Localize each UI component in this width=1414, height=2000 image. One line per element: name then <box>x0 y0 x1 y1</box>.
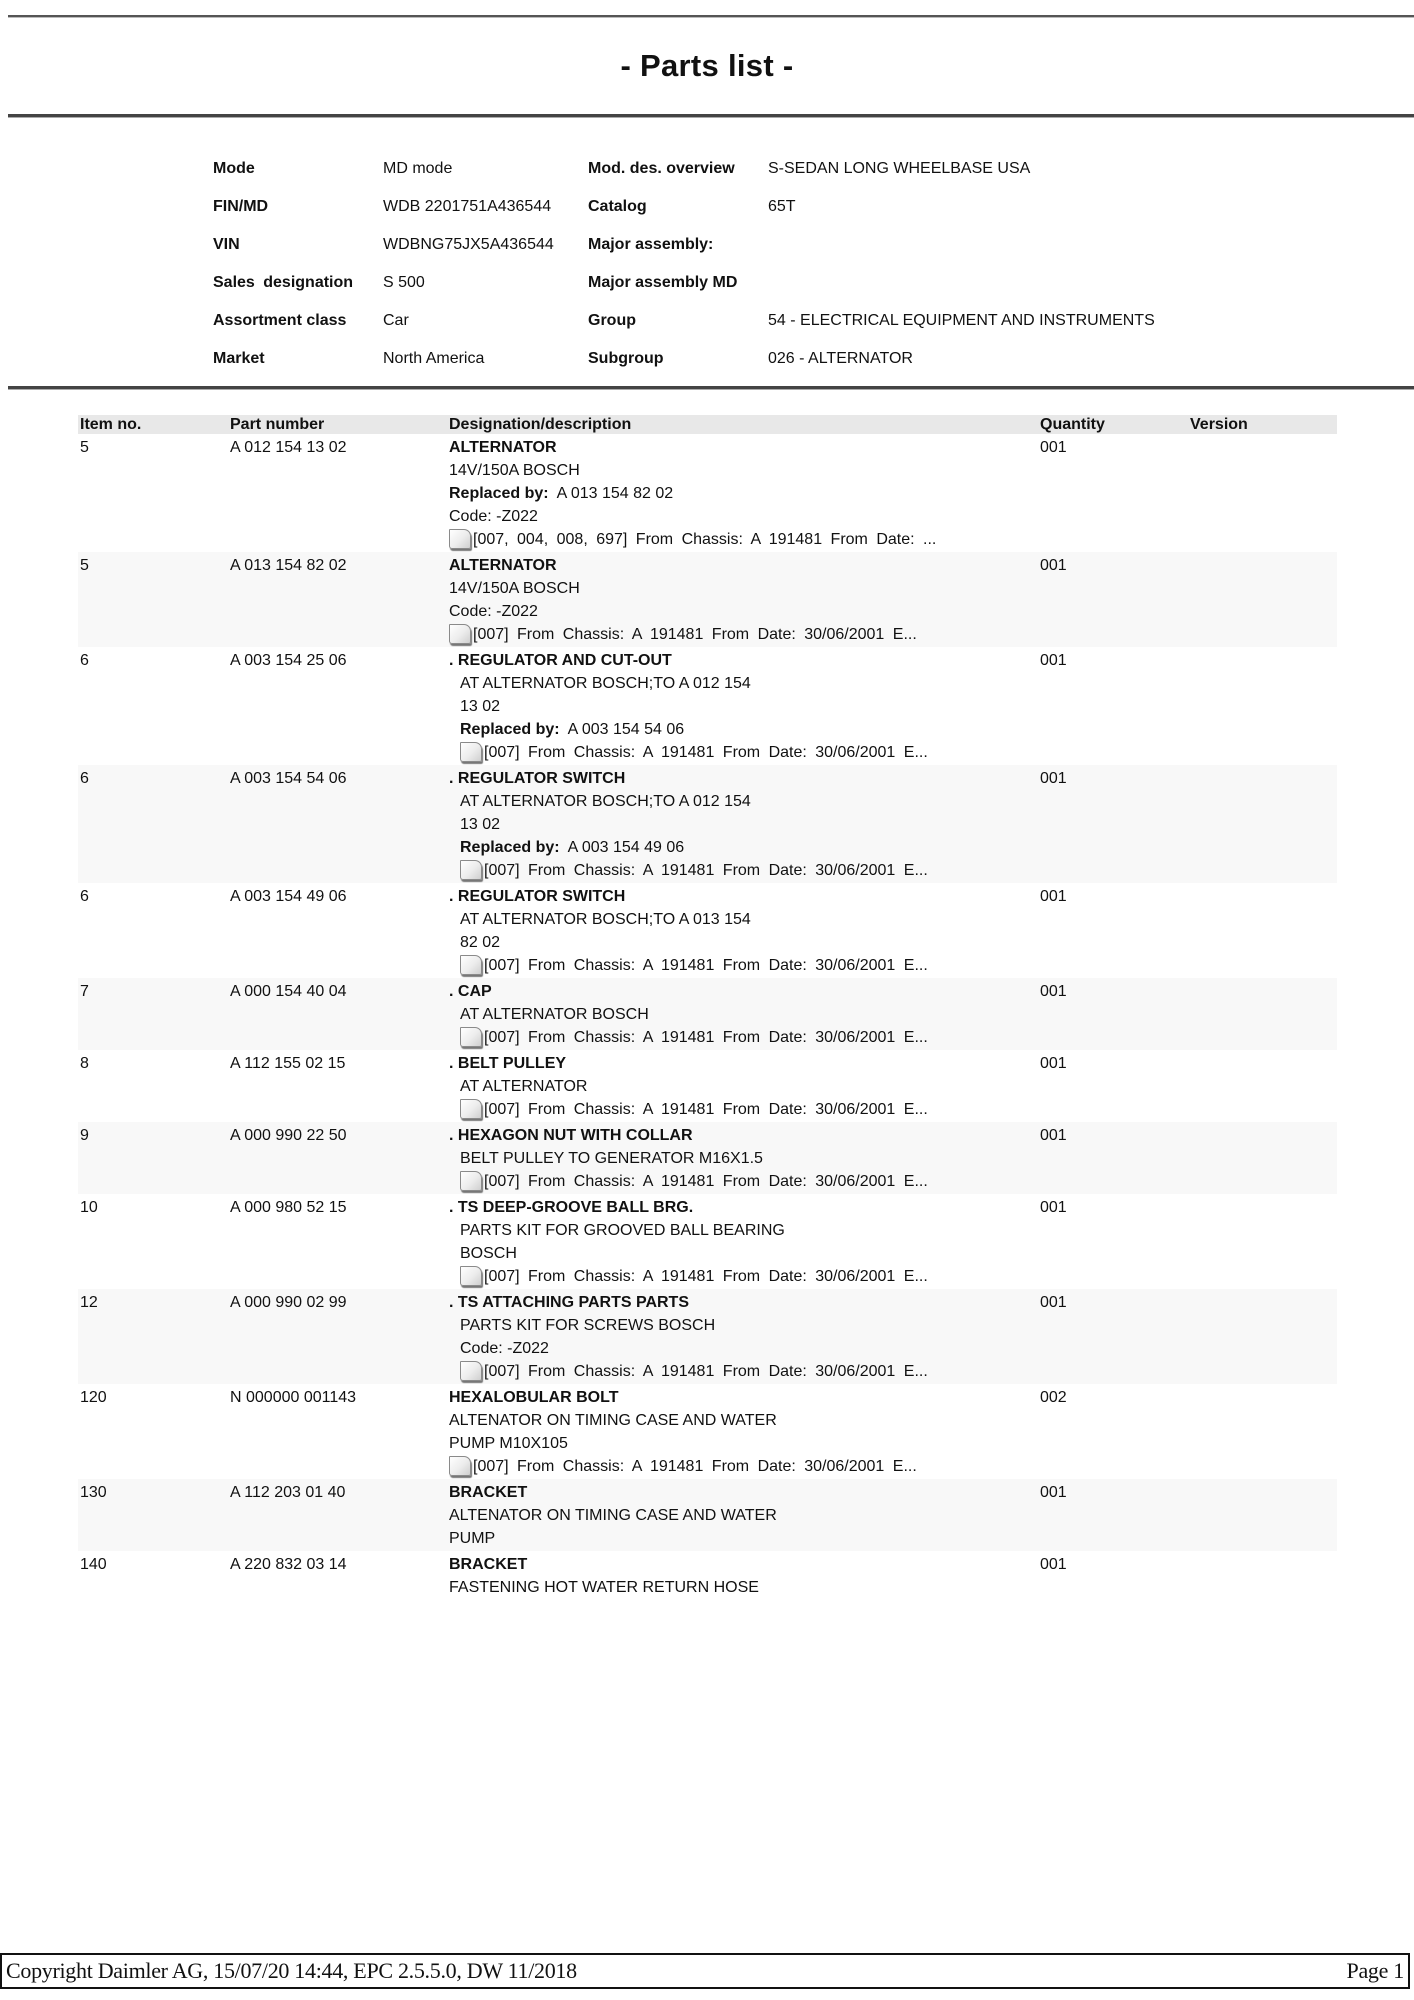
meta-row-sales <box>213 264 1248 302</box>
designation-name: BRACKET <box>449 1484 528 1501</box>
description-line: 14V/150A BOSCH <box>449 462 580 479</box>
mode-value: MD mode <box>383 160 453 177</box>
item-number: 130 <box>80 1484 107 1501</box>
table-row <box>78 1384 1337 1479</box>
description-line: PUMP <box>449 1530 496 1547</box>
description-line: BOSCH <box>460 1245 517 1262</box>
header-item-no: Item no. <box>80 415 142 433</box>
replaced-by-label: Replaced by: <box>460 721 560 738</box>
description-line: AT ALTERNATOR BOSCH <box>460 1006 649 1023</box>
quantity: 001 <box>1040 557 1067 574</box>
description-line: PARTS KIT FOR SCREWS BOSCH <box>460 1317 716 1334</box>
vin-value: WDBNG75JX5A436544 <box>383 236 554 253</box>
part-number[interactable]: A 112 155 02 15 <box>230 1055 346 1072</box>
footnote-line <box>449 623 1040 646</box>
designation-cell <box>449 1481 1040 1550</box>
copyright-text: Copyright Daimler AG, 15/07/20 14:44, EPC 2.5.5.0, DW 11/2018 <box>6 1958 577 1983</box>
footnote-line <box>449 528 1040 551</box>
replaced-by-line <box>449 836 1040 859</box>
document-icon[interactable] <box>449 624 471 644</box>
description-line: 82 02 <box>460 934 501 951</box>
designation-name: . REGULATOR AND CUT-OUT <box>449 652 672 669</box>
part-number[interactable]: A 012 154 13 02 <box>230 439 347 456</box>
designation-name: . HEXAGON NUT WITH COLLAR <box>449 1127 693 1144</box>
meta-row-market <box>213 340 1248 378</box>
item-number: 12 <box>80 1294 98 1311</box>
info-rule <box>8 386 1414 390</box>
table-row <box>78 1122 1337 1194</box>
code-line: Code: -Z022 <box>449 603 538 620</box>
description-line: PARTS KIT FOR GROOVED BALL BEARING <box>460 1222 785 1239</box>
footnote-line <box>449 954 1040 977</box>
footnote-text: [007] From Chassis: A 191481 From Date: 30/06/2001 E... <box>484 862 928 879</box>
footnote-text: [007, 004, 008, 697] From Chassis: A 191481 From Date: ... <box>473 531 937 548</box>
document-icon[interactable] <box>460 860 482 880</box>
part-number[interactable]: A 000 990 02 99 <box>230 1294 347 1311</box>
table-body <box>78 434 1337 1600</box>
quantity: 001 <box>1040 888 1067 905</box>
designation-name: . REGULATOR SWITCH <box>449 770 626 787</box>
footnote-text: [007] From Chassis: A 191481 From Date: 30/06/2001 E... <box>484 1363 928 1380</box>
description-line: 13 02 <box>460 816 501 833</box>
document-icon[interactable] <box>449 529 471 549</box>
footnote-text: [007] From Chassis: A 191481 From Date: 30/06/2001 E... <box>484 1268 928 1285</box>
designation-cell <box>449 1124 1040 1193</box>
title-rule <box>8 114 1414 118</box>
footnote-text: [007] From Chassis: A 191481 From Date: 30/06/2001 E... <box>484 744 928 761</box>
fin-md-value: WDB 2201751A436544 <box>383 198 552 215</box>
designation-cell <box>449 980 1040 1049</box>
table-row <box>78 434 1337 552</box>
part-number[interactable]: A 220 832 03 14 <box>230 1556 347 1573</box>
document-icon[interactable] <box>460 1099 482 1119</box>
designation-cell <box>449 767 1040 882</box>
description-line: AT ALTERNATOR BOSCH;TO A 013 154 <box>460 911 751 928</box>
quantity: 001 <box>1040 1294 1067 1311</box>
designation-name: . TS DEEP-GROOVE BALL BRG. <box>449 1199 694 1216</box>
catalog-value: 65T <box>768 198 796 215</box>
document-icon[interactable] <box>449 1456 471 1476</box>
designation-cell <box>449 1196 1040 1288</box>
vehicle-info <box>213 150 1248 378</box>
meta-row-fin <box>213 188 1248 226</box>
designation-name: BRACKET <box>449 1556 528 1573</box>
description-line: AT ALTERNATOR BOSCH;TO A 012 154 <box>460 675 751 692</box>
table-row <box>78 1551 1337 1600</box>
footnote-line <box>449 1265 1040 1288</box>
quantity: 001 <box>1040 770 1067 787</box>
designation-cell <box>449 1052 1040 1121</box>
description-line: 14V/150A BOSCH <box>449 580 580 597</box>
part-number[interactable]: A 013 154 82 02 <box>230 557 347 574</box>
subgroup-value: 026 - ALTERNATOR <box>768 350 913 367</box>
vin-label: VIN <box>213 236 240 253</box>
major-assembly-md-label: Major assembly MD <box>588 274 738 291</box>
part-number[interactable]: A 112 203 01 40 <box>230 1484 346 1501</box>
footnote-text: [007] From Chassis: A 191481 From Date: 30/06/2001 E... <box>484 1173 928 1190</box>
replaced-by-label: Replaced by: <box>449 485 549 502</box>
footnote-line <box>449 1170 1040 1193</box>
quantity: 001 <box>1040 1127 1067 1144</box>
item-number: 8 <box>80 1055 89 1072</box>
footnote-text: [007] From Chassis: A 191481 From Date: 30/06/2001 E... <box>484 957 928 974</box>
item-number: 6 <box>80 770 89 787</box>
table-row <box>78 883 1337 978</box>
table-row <box>78 1479 1337 1551</box>
catalog-label: Catalog <box>588 198 647 215</box>
designation-name: HEXALOBULAR BOLT <box>449 1389 619 1406</box>
designation-name: ALTERNATOR <box>449 439 557 456</box>
item-number: 7 <box>80 983 89 1000</box>
item-number: 120 <box>80 1389 107 1406</box>
subgroup-label: Subgroup <box>588 350 664 367</box>
header-version: Version <box>1190 415 1248 433</box>
description-line: BELT PULLEY TO GENERATOR M16X1.5 <box>460 1150 763 1167</box>
replaced-by-part[interactable]: A 013 154 82 02 <box>556 485 674 502</box>
quantity: 001 <box>1040 652 1067 669</box>
designation-name: . BELT PULLEY <box>449 1055 567 1072</box>
footnote-line <box>449 1455 1040 1478</box>
part-number[interactable]: A 000 990 22 50 <box>230 1127 347 1144</box>
table-row <box>78 765 1337 883</box>
assortment-class-label: Assortment class <box>213 312 347 329</box>
part-number[interactable]: N 000000 001143 <box>230 1389 357 1406</box>
market-value: North America <box>383 350 485 367</box>
part-number[interactable]: A 000 154 40 04 <box>230 983 347 1000</box>
footnote-line <box>449 1026 1040 1049</box>
item-number: 6 <box>80 652 89 669</box>
description-line: AT ALTERNATOR <box>460 1078 588 1095</box>
item-number: 140 <box>80 1556 107 1573</box>
quantity: 001 <box>1040 1199 1067 1216</box>
table-row <box>78 1194 1337 1289</box>
group-value: 54 - ELECTRICAL EQUIPMENT AND INSTRUMENTS <box>768 312 1155 329</box>
item-number: 9 <box>80 1127 89 1144</box>
part-number[interactable]: A 003 154 25 06 <box>230 652 347 669</box>
header-description: Designation/description <box>449 415 632 433</box>
meta-row-mode <box>213 150 1248 188</box>
quantity: 001 <box>1040 1484 1067 1501</box>
mod-des-overview-value: S-SEDAN LONG WHEELBASE USA <box>768 160 1031 177</box>
parts-table <box>78 415 1337 1600</box>
designation-cell <box>449 885 1040 977</box>
item-number: 6 <box>80 888 89 905</box>
quantity: 001 <box>1040 1055 1067 1072</box>
top-rule <box>8 15 1414 18</box>
quantity: 001 <box>1040 1556 1067 1573</box>
mode-label: Mode <box>213 160 255 177</box>
part-number[interactable]: A 003 154 49 06 <box>230 888 347 905</box>
table-row <box>78 647 1337 765</box>
description-line: ALTENATOR ON TIMING CASE AND WATER <box>449 1412 777 1429</box>
description-line: PUMP M10X105 <box>449 1435 568 1452</box>
footnote-text: [007] From Chassis: A 191481 From Date: 30/06/2001 E... <box>484 1101 928 1118</box>
footnote-line <box>449 1098 1040 1121</box>
designation-cell <box>449 436 1040 551</box>
code-line: Code: -Z022 <box>449 508 538 525</box>
designation-cell <box>449 1553 1040 1599</box>
designation-cell <box>449 1291 1040 1383</box>
part-number[interactable]: A 000 980 52 15 <box>230 1199 347 1216</box>
item-number: 5 <box>80 557 89 574</box>
mod-des-overview-label: Mod. des. overview <box>588 160 735 177</box>
designation-cell <box>449 649 1040 764</box>
table-row <box>78 1289 1337 1384</box>
page-number: Page 1 <box>1346 1958 1404 1983</box>
designation-name: . CAP <box>449 983 492 1000</box>
footnote-line <box>449 741 1040 764</box>
designation-name: ALTERNATOR <box>449 557 557 574</box>
document-icon[interactable] <box>460 1361 482 1381</box>
description-line: FASTENING HOT WATER RETURN HOSE <box>449 1579 759 1596</box>
document-icon[interactable] <box>460 742 482 762</box>
table-header <box>78 415 1337 434</box>
footnote-line <box>449 1360 1040 1383</box>
description-line: 13 02 <box>460 698 501 715</box>
table-row <box>78 978 1337 1050</box>
group-label: Group <box>588 312 636 329</box>
major-assembly-label: Major assembly: <box>588 236 714 253</box>
part-number[interactable]: A 003 154 54 06 <box>230 770 347 787</box>
designation-cell <box>449 554 1040 646</box>
replaced-by-line <box>449 482 1040 505</box>
footnote-line <box>449 859 1040 882</box>
assortment-class-value: Car <box>383 312 409 329</box>
designation-cell <box>449 1386 1040 1478</box>
meta-row-vin <box>213 226 1248 264</box>
replaced-by-label: Replaced by: <box>460 839 560 856</box>
document-icon[interactable] <box>460 955 482 975</box>
header-quantity: Quantity <box>1040 415 1105 433</box>
meta-row-assortment <box>213 302 1248 340</box>
quantity: 001 <box>1040 983 1067 1000</box>
footnote-text: [007] From Chassis: A 191481 From Date: 30/06/2001 E... <box>484 1029 928 1046</box>
sales-designation-label: Sales designation <box>213 274 354 291</box>
fin-md-label: FIN/MD <box>213 198 269 215</box>
document-icon[interactable] <box>460 1027 482 1047</box>
table-row <box>78 552 1337 647</box>
description-line: AT ALTERNATOR BOSCH;TO A 012 154 <box>460 793 751 810</box>
quantity: 001 <box>1040 439 1067 456</box>
item-number: 5 <box>80 439 89 456</box>
table-row <box>78 1050 1337 1122</box>
code-line: Code: -Z022 <box>460 1340 549 1357</box>
sales-designation-value: S 500 <box>383 274 425 291</box>
item-number: 10 <box>80 1199 98 1216</box>
market-label: Market <box>213 350 265 367</box>
document-icon[interactable] <box>460 1171 482 1191</box>
replaced-by-part[interactable]: A 003 154 54 06 <box>567 721 685 738</box>
page-footer <box>0 1953 1410 1989</box>
replaced-by-part[interactable]: A 003 154 49 06 <box>567 839 685 856</box>
header-part-number: Part number <box>230 415 325 433</box>
page-title: - Parts list - <box>620 48 794 83</box>
footnote-text: [007] From Chassis: A 191481 From Date: 30/06/2001 E... <box>473 1458 917 1475</box>
description-line: ALTENATOR ON TIMING CASE AND WATER <box>449 1507 777 1524</box>
document-icon[interactable] <box>460 1266 482 1286</box>
designation-name: . REGULATOR SWITCH <box>449 888 626 905</box>
footnote-text: [007] From Chassis: A 191481 From Date: 30/06/2001 E... <box>473 626 917 643</box>
quantity: 002 <box>1040 1389 1067 1406</box>
designation-name: . TS ATTACHING PARTS PARTS <box>449 1294 689 1311</box>
replaced-by-line <box>449 718 1040 741</box>
